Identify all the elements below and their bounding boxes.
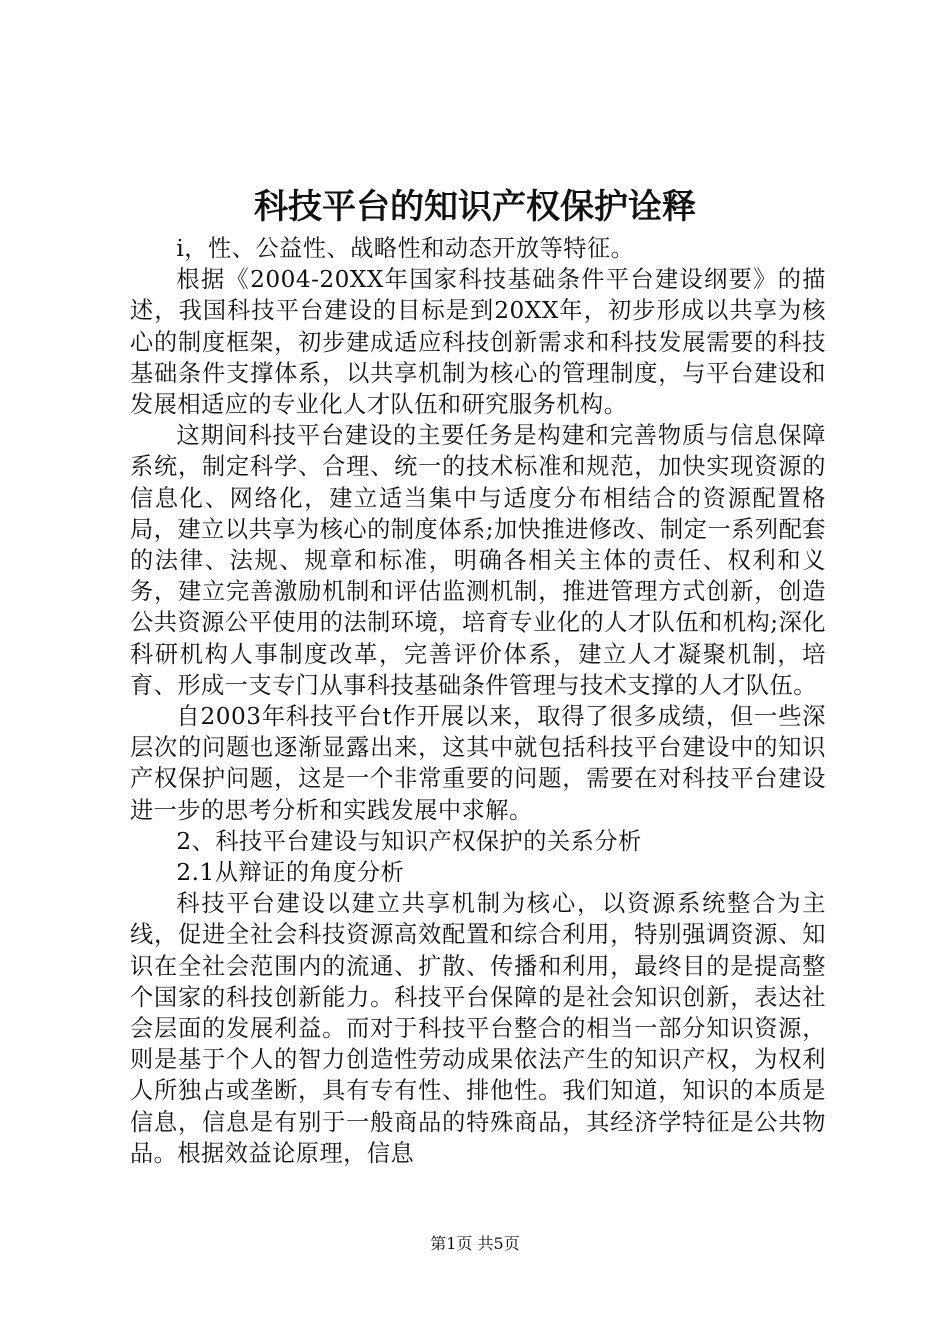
paragraph: i，性、公益性、战略性和动态开放等特征。 bbox=[176, 235, 635, 262]
page-footer: 第1页 共5页 bbox=[430, 1234, 520, 1253]
subsection-heading: 2.1从辩证的角度分析 bbox=[176, 859, 405, 887]
document-body bbox=[130, 233, 826, 1169]
paragraph: 这期间科技平台建设的主要任务是构建和完善物质与信息保障系统，制定科学、合理、统一的技术标准和规范，加快实现资源的信息化、网络化，建立适当集中与适度分布相结合的资源配置格局，建立以共享为核心的制度体系;加快推进修改、制定一系列配套的法律、法规、规章和标准，明确各相关主体的责任、权利和义务，建立完善激励机制和评估监测机制，推进管理方式创新，创造公共资源公平使用的法制环境，培育专业化的人才队伍和机构;深化科研机构人事制度改革，完善评价体系，建立人才凝聚机制，培育、形成一支专门从事科技基础条件管理与技术支撑的人才队伍。 bbox=[130, 422, 826, 699]
paragraph: 自2003年科技平台t作开展以来，取得了很多成绩，但一些深层次的问题也逐渐显露出来，这其中就包括科技平台建设中的知识产权保护问题，这是一个非常重要的问题，需要在对科技平台建设进一步的思考分析和实践发展中求解。 bbox=[130, 703, 826, 824]
document-title: 科技平台的知识产权保护诠释 bbox=[254, 187, 696, 227]
paragraph: 根据《2004-20XX年国家科技基础条件平台建设纲要》的描述，我国科技平台建设的目标是到20XX年，初步形成以共享为核心的制度框架，初步建成适应科技创新需求和科技发展需要的科技基础条件支撑体系，以共享机制为核心的管理制度，与平台建设和发展相适应的专业化人才队伍和研究服务机构。 bbox=[130, 266, 826, 419]
section-heading: 2、科技平台建设与知识产权保护的关系分析 bbox=[176, 827, 642, 855]
paragraph: 科技平台建设以建立共享机制为核心，以资源系统整合为主线，促进全社会科技资源高效配置和综合利用，特别强调资源、知识在全社会范围内的流通、扩散、传播和利用，最终目的是提高整个国家的科技创新能力。科技平台保障的是社会知识创新，表达社会层面的发展利益。而对于科技平台整合的相当一部分知识资源，则是基于个人的智力创造性劳动成果依法产生的知识产权，为权利人所独占或垄断，具有专有性、排他性。我们知道，知识的本质是信息，信息是有别于一般商品的特殊商品，其经济学特征是公共物品。根据效益论原理，信息 bbox=[130, 890, 826, 1167]
